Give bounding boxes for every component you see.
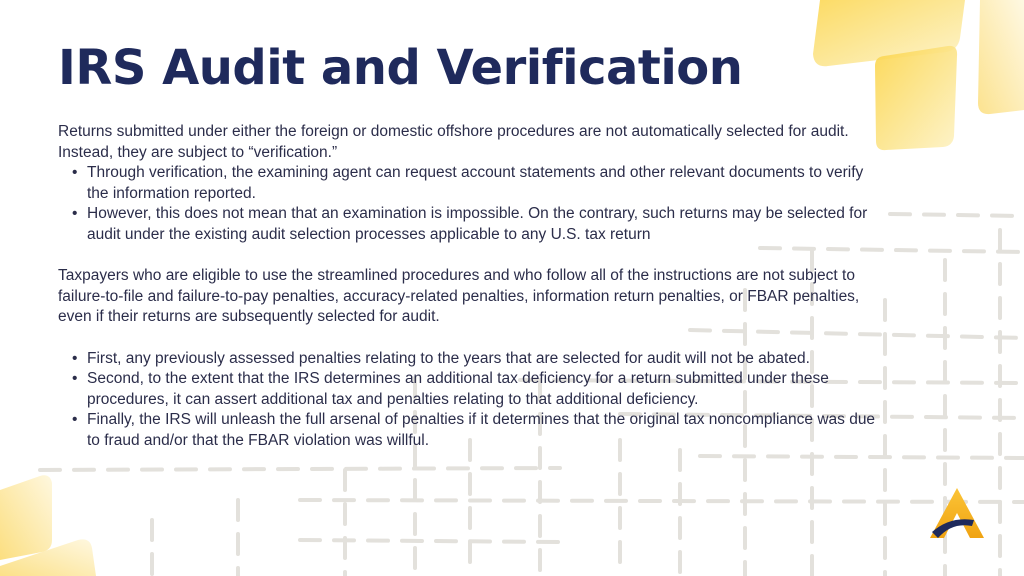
verification-bullet-list [58,163,878,245]
stylized-a-logo-icon [926,486,988,542]
list-item [58,349,878,370]
list-item [58,369,878,410]
list-item-text: Through verification, the examining agent can request account statements and other relevant documents to verify the information reported. [87,164,864,202]
slide-body [58,122,878,452]
list-item [58,204,878,245]
penalty-bullet-list [58,349,878,452]
intro-paragraph: Returns submitted under either the foreign or domestic offshore procedures are not automatically selected for audit. Instead, they are subject to “verification.” [58,123,849,161]
yellow-tile [0,475,52,560]
bullet-glyph: • [72,349,78,367]
bullet-glyph: • [72,205,78,223]
list-item-text: However, this does not mean that an examination is impossible. On the contrary, such returns may be selected for audit under the existing audit selection processes applicable to any U.S. tax return [87,205,868,243]
yellow-tile [978,0,1024,114]
page-title: IRS Audit and Verification [58,40,743,96]
bullet-glyph: • [72,411,78,429]
list-item-text: First, any previously assessed penalties relating to the years that are selected for audit will not be abated. [87,349,810,367]
yellow-tile [875,46,957,150]
list-item-text: Second, to the extent that the IRS determines an additional tax deficiency for a return submitted under these procedures, it can assert additional tax and penalties relating to that additional deficiency. [87,370,829,408]
bullet-glyph: • [72,164,78,182]
streamlined-paragraph: Taxpayers who are eligible to use the streamlined procedures and who follow all of the instructions are not subject to failure-to-file and failure-to-pay penalties, accuracy-related penalties, information return penalties, or FBAR penalties, even if their returns are subsequently selected for audit. [58,267,860,326]
list-item [58,410,878,451]
list-item-text: Finally, the IRS will unleash the full arsenal of penalties if it determines that the original tax noncompliance was due to fraud and/or that the FBAR violation was willful. [87,411,876,449]
bullet-glyph: • [72,370,78,388]
list-item [58,163,878,204]
